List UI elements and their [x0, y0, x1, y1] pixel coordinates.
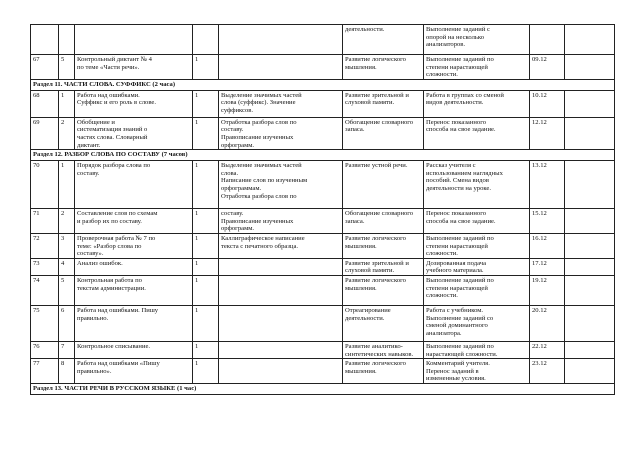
- lesson-index-cell: 6: [59, 305, 75, 341]
- development-cell: [343, 55, 424, 80]
- table-row: [31, 55, 615, 80]
- lesson-topic-cell: [75, 161, 193, 209]
- cell-line: опорой на несколько: [426, 33, 485, 41]
- uud-cell: [219, 161, 343, 209]
- uud-cell: [219, 55, 343, 80]
- cell-line: анализатора.: [426, 329, 462, 337]
- hours-cell: 1: [193, 275, 219, 305]
- table-row: [31, 258, 615, 275]
- cell-line: текстам администрации.: [77, 284, 146, 292]
- cell-line: мышления.: [345, 367, 377, 375]
- cell-line: Работа в группах со сменой: [426, 91, 504, 99]
- cell-line: составу.: [77, 169, 100, 177]
- development-cell: [343, 233, 424, 258]
- uud-cell: [219, 90, 343, 117]
- work-forms-cell: [424, 90, 530, 117]
- work-forms-cell: [424, 55, 530, 80]
- cell-line: Контрольное списывание.: [77, 342, 151, 350]
- cell-line: деятельности.: [345, 26, 385, 33]
- cell-line: Развитие логического: [345, 360, 406, 368]
- development-cell: [343, 209, 424, 234]
- lesson-topic-cell: [75, 305, 193, 341]
- date-cell: 12.12: [530, 117, 565, 149]
- work-forms-cell: [424, 25, 530, 55]
- table-row: [31, 305, 615, 341]
- notes-cell: [565, 359, 615, 384]
- cell-line: Анализ ошибок.: [77, 259, 123, 267]
- uud-cell: [219, 305, 343, 341]
- cell-line: составу.: [221, 126, 244, 134]
- cell-line: Перенос показанного: [426, 210, 487, 218]
- development-cell: [343, 90, 424, 117]
- date-cell: 20.12: [530, 305, 565, 341]
- cell-line: теме: «Разбор слова по: [77, 242, 142, 250]
- lesson-number-cell: 76: [31, 341, 59, 358]
- lesson-number-cell: 74: [31, 275, 59, 305]
- cell-line: слуховой памяти.: [345, 99, 395, 107]
- cell-line: правильно».: [77, 367, 112, 375]
- lesson-index-cell: 1: [59, 90, 75, 117]
- cell-line: Выделение значимых частей: [221, 91, 302, 99]
- cell-line: Развитие зрительной и: [345, 91, 409, 99]
- lesson-index-cell: 5: [59, 55, 75, 80]
- table-row: [31, 209, 615, 234]
- cell-line: степени нарастающей: [426, 284, 488, 292]
- notes-cell: [565, 117, 615, 149]
- cell-line: способа на свое задание.: [426, 126, 496, 134]
- cell-line: Развитие логического: [345, 234, 406, 242]
- date-cell: 09.12: [530, 55, 565, 80]
- hours-cell: [193, 25, 219, 55]
- cell-line: Выполнение заданий по: [426, 56, 494, 63]
- table-row: [31, 90, 615, 117]
- work-forms-cell: [424, 258, 530, 275]
- date-cell: 10.12: [530, 90, 565, 117]
- cell-line: составу».: [77, 250, 104, 258]
- work-forms-cell: [424, 341, 530, 358]
- lesson-index-cell: 3: [59, 233, 75, 258]
- lesson-index-cell: 5: [59, 275, 75, 305]
- lesson-number-cell: 75: [31, 305, 59, 341]
- lesson-number-cell: 67: [31, 55, 59, 80]
- document-page: [30, 24, 614, 395]
- cell-line: синтетических навыков.: [345, 350, 414, 358]
- lesson-topic-cell: [75, 90, 193, 117]
- notes-cell: [565, 233, 615, 258]
- date-cell: 19.12: [530, 275, 565, 305]
- cell-line: запаса.: [345, 126, 365, 134]
- cell-line: текста с печатного образца.: [221, 242, 299, 250]
- table-row: [31, 341, 615, 358]
- cell-line: Комментарий учителя.: [426, 360, 490, 368]
- cell-line: орфограмм.: [221, 225, 255, 233]
- cell-line: Правописание изученных: [221, 133, 294, 141]
- lesson-number-cell: 77: [31, 359, 59, 384]
- cell-line: систематизация знаний о: [77, 126, 148, 134]
- lesson-index-cell: 2: [59, 209, 75, 234]
- uud-cell: [219, 275, 343, 305]
- development-cell: [343, 359, 424, 384]
- cell-line: Правописание изученных: [221, 217, 294, 225]
- hours-cell: 1: [193, 305, 219, 341]
- hours-cell: 1: [193, 341, 219, 358]
- work-forms-cell: [424, 161, 530, 209]
- cell-line: Выполнение заданий со: [426, 314, 494, 322]
- lesson-number-cell: [31, 25, 59, 55]
- date-cell: [530, 25, 565, 55]
- cell-line: сложности.: [426, 250, 458, 258]
- cell-line: Перенос показанного: [426, 118, 487, 126]
- cell-line: Отработка разбора слов по: [221, 118, 297, 126]
- lesson-number-cell: 70: [31, 161, 59, 209]
- notes-cell: [565, 90, 615, 117]
- hours-cell: 1: [193, 209, 219, 234]
- cell-line: нарастающей сложности.: [426, 350, 498, 358]
- cell-line: слова.: [221, 169, 239, 177]
- cell-line: Обогащение словарного: [345, 118, 414, 126]
- cell-line: Выполнение заданий по: [426, 276, 494, 284]
- cell-line: Обогащение словарного: [345, 210, 414, 218]
- cell-line: Отреагирование: [345, 306, 391, 314]
- cell-line: Выполнение заданий по: [426, 342, 494, 350]
- work-forms-cell: [424, 359, 530, 384]
- work-forms-cell: [424, 117, 530, 149]
- cell-line: сложности.: [426, 292, 458, 300]
- cell-line: Каллиграфическое написание: [221, 234, 305, 242]
- hours-cell: 1: [193, 258, 219, 275]
- cell-line: деятельности.: [345, 314, 385, 322]
- work-forms-cell: [424, 305, 530, 341]
- cell-line: Работа над ошибками «Пишу: [77, 360, 160, 368]
- cell-line: слова (суффикс). Значение: [221, 99, 296, 107]
- section-header-row: [31, 150, 615, 161]
- cell-line: сложности.: [426, 71, 458, 79]
- notes-cell: [565, 305, 615, 341]
- date-cell: 23.12: [530, 359, 565, 384]
- lesson-topic-cell: [75, 55, 193, 80]
- lesson-topic-cell: [75, 275, 193, 305]
- uud-cell: [219, 233, 343, 258]
- lesson-number-cell: 72: [31, 233, 59, 258]
- cell-line: Развитие логического: [345, 56, 406, 63]
- development-cell: [343, 25, 424, 55]
- cell-line: составу.: [221, 210, 244, 218]
- cell-line: частях слова. Словарный: [77, 133, 148, 141]
- lesson-index-cell: 4: [59, 258, 75, 275]
- date-cell: 15.12: [530, 209, 565, 234]
- cell-line: Написание слов по изученным: [221, 177, 308, 185]
- cell-line: Порядок разбора слова по: [77, 162, 151, 170]
- hours-cell: 1: [193, 117, 219, 149]
- cell-line: и разбор их по составу.: [77, 217, 142, 225]
- date-cell: 16.12: [530, 233, 565, 258]
- lesson-number-cell: 73: [31, 258, 59, 275]
- date-cell: 17.12: [530, 258, 565, 275]
- section-header-row: [31, 79, 615, 90]
- cell-line: использованием наглядных: [426, 169, 503, 177]
- cell-line: степени нарастающей: [426, 242, 488, 250]
- cell-line: Обобщение и: [77, 118, 115, 126]
- notes-cell: [565, 161, 615, 209]
- lesson-topic-cell: [75, 233, 193, 258]
- cell-line: Контрольный диктант № 4: [77, 56, 152, 63]
- work-forms-cell: [424, 275, 530, 305]
- date-cell: 22.12: [530, 341, 565, 358]
- cell-line: орфограммам.: [221, 184, 262, 192]
- cell-line: видов деятельности.: [426, 99, 484, 107]
- development-cell: [343, 341, 424, 358]
- lesson-index-cell: 7: [59, 341, 75, 358]
- lesson-number-cell: 71: [31, 209, 59, 234]
- notes-cell: [565, 275, 615, 305]
- lesson-plan-table: [30, 24, 615, 395]
- cell-line: запаса.: [345, 217, 365, 225]
- cell-line: Выполнение заданий с: [426, 26, 490, 33]
- cell-line: Работа над ошибками. Пишу: [77, 306, 159, 314]
- cell-line: Проверочная работа № 7 по: [77, 234, 156, 242]
- cell-line: способа на свое задание.: [426, 217, 496, 225]
- cell-line: Выделение значимых частей: [221, 162, 302, 170]
- cell-line: Работа над ошибками.: [77, 91, 140, 99]
- cell-line: степени нарастающей: [426, 63, 488, 71]
- cell-line: Контрольная работа по: [77, 276, 142, 284]
- table-body: [31, 25, 615, 395]
- cell-line: Рассказ учителя с: [426, 162, 476, 170]
- section-title: Раздел 11. ЧАСТИ СЛОВА. СУФФИКС (2 часа): [31, 79, 615, 90]
- cell-line: правильно.: [77, 314, 109, 322]
- notes-cell: [565, 25, 615, 55]
- table-row: [31, 359, 615, 384]
- section-title: Раздел 13. ЧАСТИ РЕЧИ В РУССКОМ ЯЗЫКЕ (1 час): [31, 384, 615, 395]
- lesson-topic-cell: [75, 359, 193, 384]
- cell-line: пособий. Смена видов: [426, 177, 489, 185]
- cell-line: Составление слов по схемам: [77, 210, 158, 218]
- section-title: Раздел 12. РАЗБОР СЛОВА ПО СОСТАВУ (7 часов): [31, 150, 615, 161]
- cell-line: слуховой памяти.: [345, 267, 395, 275]
- cell-line: Перенос заданий в: [426, 367, 479, 375]
- cell-line: измененные условия.: [426, 375, 486, 383]
- development-cell: [343, 275, 424, 305]
- uud-cell: [219, 359, 343, 384]
- cell-line: Выполнение заданий по: [426, 234, 494, 242]
- lesson-index-cell: 1: [59, 161, 75, 209]
- notes-cell: [565, 258, 615, 275]
- cell-line: диктант.: [77, 141, 101, 149]
- development-cell: [343, 161, 424, 209]
- hours-cell: 1: [193, 55, 219, 80]
- uud-cell: [219, 25, 343, 55]
- cell-line: по теме «Части речи».: [77, 63, 140, 71]
- cell-line: мышления.: [345, 284, 377, 292]
- lesson-index-cell: 2: [59, 117, 75, 149]
- cell-line: Развитие устной речи.: [345, 162, 408, 170]
- hours-cell: 1: [193, 359, 219, 384]
- lesson-topic-cell: [75, 117, 193, 149]
- cell-line: учебного материала.: [426, 267, 484, 275]
- table-row: [31, 25, 615, 55]
- cell-line: Работа с учебником.: [426, 306, 484, 314]
- lesson-index-cell: 8: [59, 359, 75, 384]
- cell-line: Развитие логического: [345, 276, 406, 284]
- cell-line: анализаторов.: [426, 41, 466, 49]
- hours-cell: 1: [193, 90, 219, 117]
- work-forms-cell: [424, 233, 530, 258]
- lesson-number-cell: 68: [31, 90, 59, 117]
- table-row: [31, 117, 615, 149]
- lesson-number-cell: 69: [31, 117, 59, 149]
- cell-line: Суффикс и его роль в слове.: [77, 99, 156, 107]
- cell-line: мышления.: [345, 63, 377, 71]
- development-cell: [343, 258, 424, 275]
- notes-cell: [565, 341, 615, 358]
- lesson-topic-cell: [75, 258, 193, 275]
- cell-line: Отработка разбора слов по: [221, 192, 297, 200]
- hours-cell: 1: [193, 233, 219, 258]
- table-row: [31, 275, 615, 305]
- cell-line: сменой доминантного: [426, 322, 488, 330]
- notes-cell: [565, 209, 615, 234]
- lesson-topic-cell: [75, 341, 193, 358]
- date-cell: 13.12: [530, 161, 565, 209]
- hours-cell: 1: [193, 161, 219, 209]
- table-row: [31, 161, 615, 209]
- cell-line: орфограмм.: [221, 141, 255, 149]
- lesson-index-cell: [59, 25, 75, 55]
- development-cell: [343, 117, 424, 149]
- uud-cell: [219, 341, 343, 358]
- cell-line: мышления.: [345, 242, 377, 250]
- cell-line: суффиксов.: [221, 106, 254, 114]
- development-cell: [343, 305, 424, 341]
- cell-line: Развитие зрительной и: [345, 259, 409, 267]
- lesson-topic-cell: [75, 25, 193, 55]
- lesson-topic-cell: [75, 209, 193, 234]
- uud-cell: [219, 117, 343, 149]
- cell-line: деятельности на уроке.: [426, 184, 492, 192]
- uud-cell: [219, 209, 343, 234]
- section-header-row: [31, 384, 615, 395]
- work-forms-cell: [424, 209, 530, 234]
- table-row: [31, 233, 615, 258]
- cell-line: Развитие аналитико-: [345, 342, 403, 350]
- cell-line: Дозированная подача: [426, 259, 487, 267]
- notes-cell: [565, 55, 615, 80]
- uud-cell: [219, 258, 343, 275]
